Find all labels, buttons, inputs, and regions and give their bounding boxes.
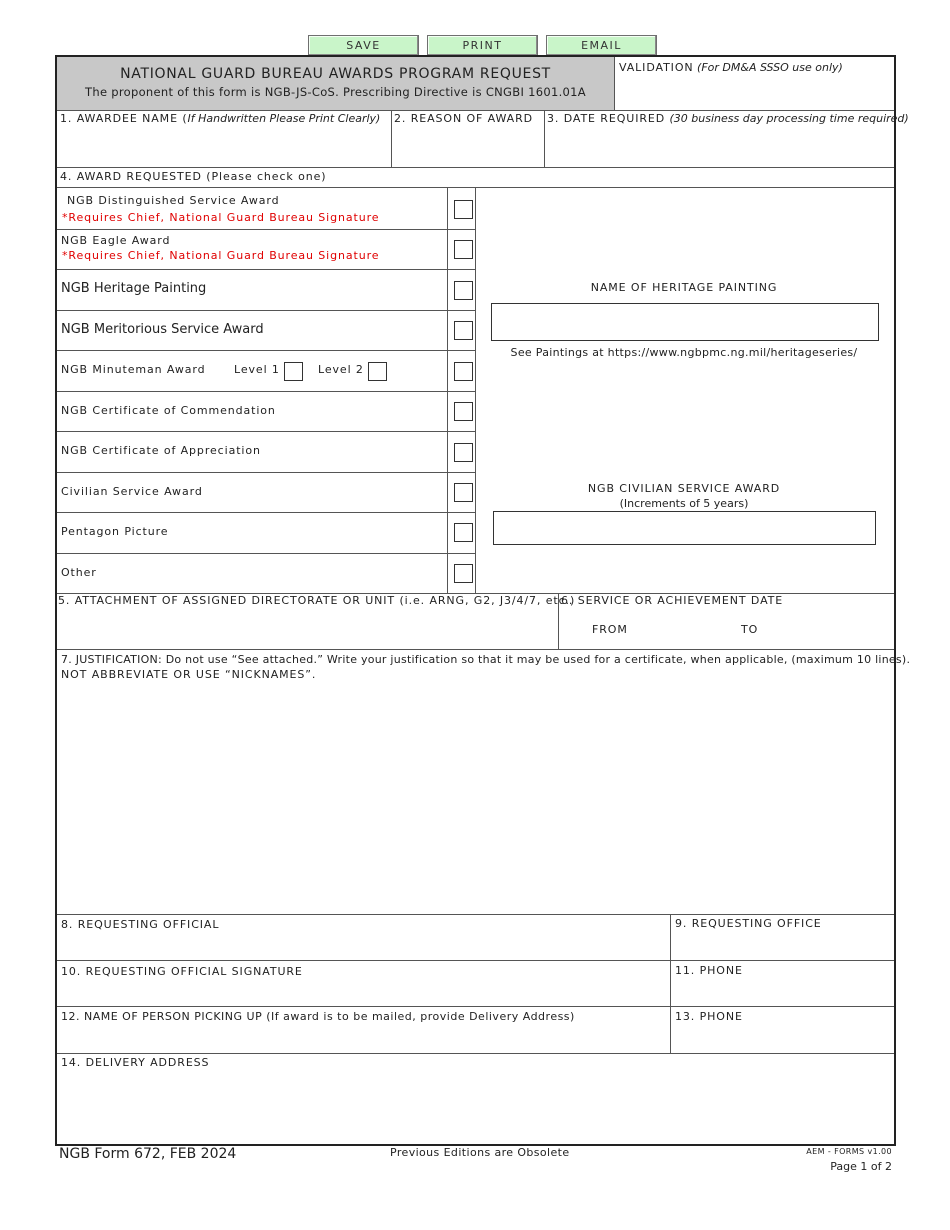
- form-title: NATIONAL GUARD BUREAU AWARDS PROGRAM REQUEST: [120, 66, 551, 82]
- award-appreciation-checkbox[interactable]: [454, 443, 473, 462]
- email-button[interactable]: EMAIL: [546, 35, 657, 56]
- service-date-label: 6. SERVICE OR ACHIEVEMENT DATE: [561, 594, 784, 607]
- attachment-field[interactable]: [58, 610, 555, 646]
- award-meritorious-label: NGB Meritorious Service Award: [61, 322, 264, 337]
- award-minuteman-checkbox[interactable]: [454, 362, 473, 381]
- reason-of-award-label: 2. REASON OF AWARD: [394, 112, 533, 125]
- justification-label-line2: NOT ABBREVIATE OR USE “NICKNAMES”.: [61, 668, 317, 681]
- header-banner: [57, 57, 614, 110]
- award-commendation-checkbox[interactable]: [454, 402, 473, 421]
- requesting-official-label: 8. REQUESTING OFFICIAL: [61, 918, 220, 931]
- date-required-label: 3. DATE REQUIRED (30 business day processing time required): [547, 112, 909, 125]
- requesting-office-field[interactable]: [673, 932, 890, 958]
- print-button[interactable]: PRINT: [427, 35, 538, 56]
- civilian-increments-note: (Increments of 5 years): [619, 497, 749, 510]
- phone-13-label: 13. PHONE: [675, 1010, 743, 1023]
- award-commendation-label: NGB Certificate of Commendation: [61, 404, 276, 417]
- award-dsa-checkbox[interactable]: [454, 200, 473, 219]
- to-label: TO: [741, 623, 759, 636]
- award-requested-label: 4. AWARD REQUESTED (Please check one): [60, 170, 327, 183]
- award-minuteman-label: NGB Minuteman Award: [61, 363, 206, 376]
- award-eagle-checkbox[interactable]: [454, 240, 473, 259]
- award-other-label: Other: [61, 566, 97, 579]
- form-number: NGB Form 672, FEB 2024: [59, 1146, 237, 1162]
- save-button[interactable]: SAVE: [308, 35, 419, 56]
- pickup-name-field[interactable]: [60, 1025, 666, 1051]
- award-other-checkbox[interactable]: [454, 564, 473, 583]
- signature-field[interactable]: [60, 979, 666, 1004]
- heritage-painting-name-label: NAME OF HERITAGE PAINTING: [590, 281, 778, 294]
- award-meritorious-checkbox[interactable]: [454, 321, 473, 340]
- minuteman-level2-label: Level 2: [318, 363, 364, 376]
- phone-13-field[interactable]: [673, 1025, 890, 1051]
- pickup-name-label: 12. NAME OF PERSON PICKING UP (If award is to be mailed, provide Delivery Address): [61, 1010, 575, 1023]
- aem-version: AEM - FORMS v1.00: [806, 1147, 892, 1156]
- delivery-address-field[interactable]: [60, 1072, 890, 1138]
- form-subtitle: The proponent of this form is NGB-JS-CoS. Prescribing Directive is CNGBI 1601.01A: [85, 85, 586, 99]
- heritage-painting-name-field[interactable]: [491, 303, 879, 341]
- justification-field[interactable]: [60, 686, 890, 910]
- validation-field[interactable]: [616, 76, 890, 108]
- phone-11-label: 11. PHONE: [675, 964, 743, 977]
- requesting-office-label: 9. REQUESTING OFFICE: [675, 917, 822, 930]
- award-civilian-label: Civilian Service Award: [61, 485, 203, 498]
- from-label: FROM: [592, 623, 628, 636]
- to-date-field[interactable]: [762, 616, 888, 644]
- justification-label: 7. JUSTIFICATION: Do not use “See attached.” Write your justification so that it may be used for a certificate, when applicable, (maximum 10 lines).: [61, 653, 911, 666]
- phone-11-field[interactable]: [673, 979, 890, 1004]
- awardee-name-field[interactable]: [58, 128, 388, 164]
- award-civilian-checkbox[interactable]: [454, 483, 473, 502]
- validation-label: VALIDATION (For DM&A SSSO use only): [619, 61, 843, 74]
- award-appreciation-label: NGB Certificate of Appreciation: [61, 444, 261, 457]
- signature-label: 10. REQUESTING OFFICIAL SIGNATURE: [61, 965, 303, 978]
- awardee-name-label: 1. AWARDEE NAME (If Handwritten Please Print Clearly): [60, 112, 381, 125]
- civilian-service-years-field[interactable]: [493, 511, 876, 545]
- obsolete-note: Previous Editions are Obsolete: [390, 1146, 570, 1159]
- award-heritage-label: NGB Heritage Painting: [61, 281, 207, 296]
- award-pentagon-checkbox[interactable]: [454, 523, 473, 542]
- minuteman-level1-label: Level 1: [234, 363, 280, 376]
- award-pentagon-label: Pentagon Picture: [61, 525, 169, 538]
- from-date-field[interactable]: [630, 616, 730, 644]
- attachment-label: 5. ATTACHMENT OF ASSIGNED DIRECTORATE OR UNIT (i.e. ARNG, G2, J3/4/7, etc.): [58, 594, 576, 607]
- minuteman-level1-checkbox[interactable]: [284, 362, 303, 381]
- heritage-paintings-link[interactable]: See Paintings at https://www.ngbpmc.ng.mil/heritageseries/: [510, 346, 858, 359]
- reason-of-award-field[interactable]: [393, 128, 541, 164]
- delivery-address-label: 14. DELIVERY ADDRESS: [61, 1056, 210, 1069]
- award-heritage-checkbox[interactable]: [454, 281, 473, 300]
- award-dsa-label: NGB Distinguished Service Award: [67, 194, 280, 207]
- award-dsa-note: *Requires Chief, National Guard Bureau Signature: [62, 211, 380, 224]
- award-eagle-label: NGB Eagle Award: [61, 234, 171, 247]
- minuteman-level2-checkbox[interactable]: [368, 362, 387, 381]
- civilian-service-award-label: NGB CIVILIAN SERVICE AWARD: [587, 482, 781, 495]
- page-number: Page 1 of 2: [830, 1160, 892, 1173]
- date-required-field[interactable]: [546, 128, 890, 164]
- award-eagle-note: *Requires Chief, National Guard Bureau Signature: [62, 249, 380, 262]
- requesting-official-field[interactable]: [60, 932, 666, 958]
